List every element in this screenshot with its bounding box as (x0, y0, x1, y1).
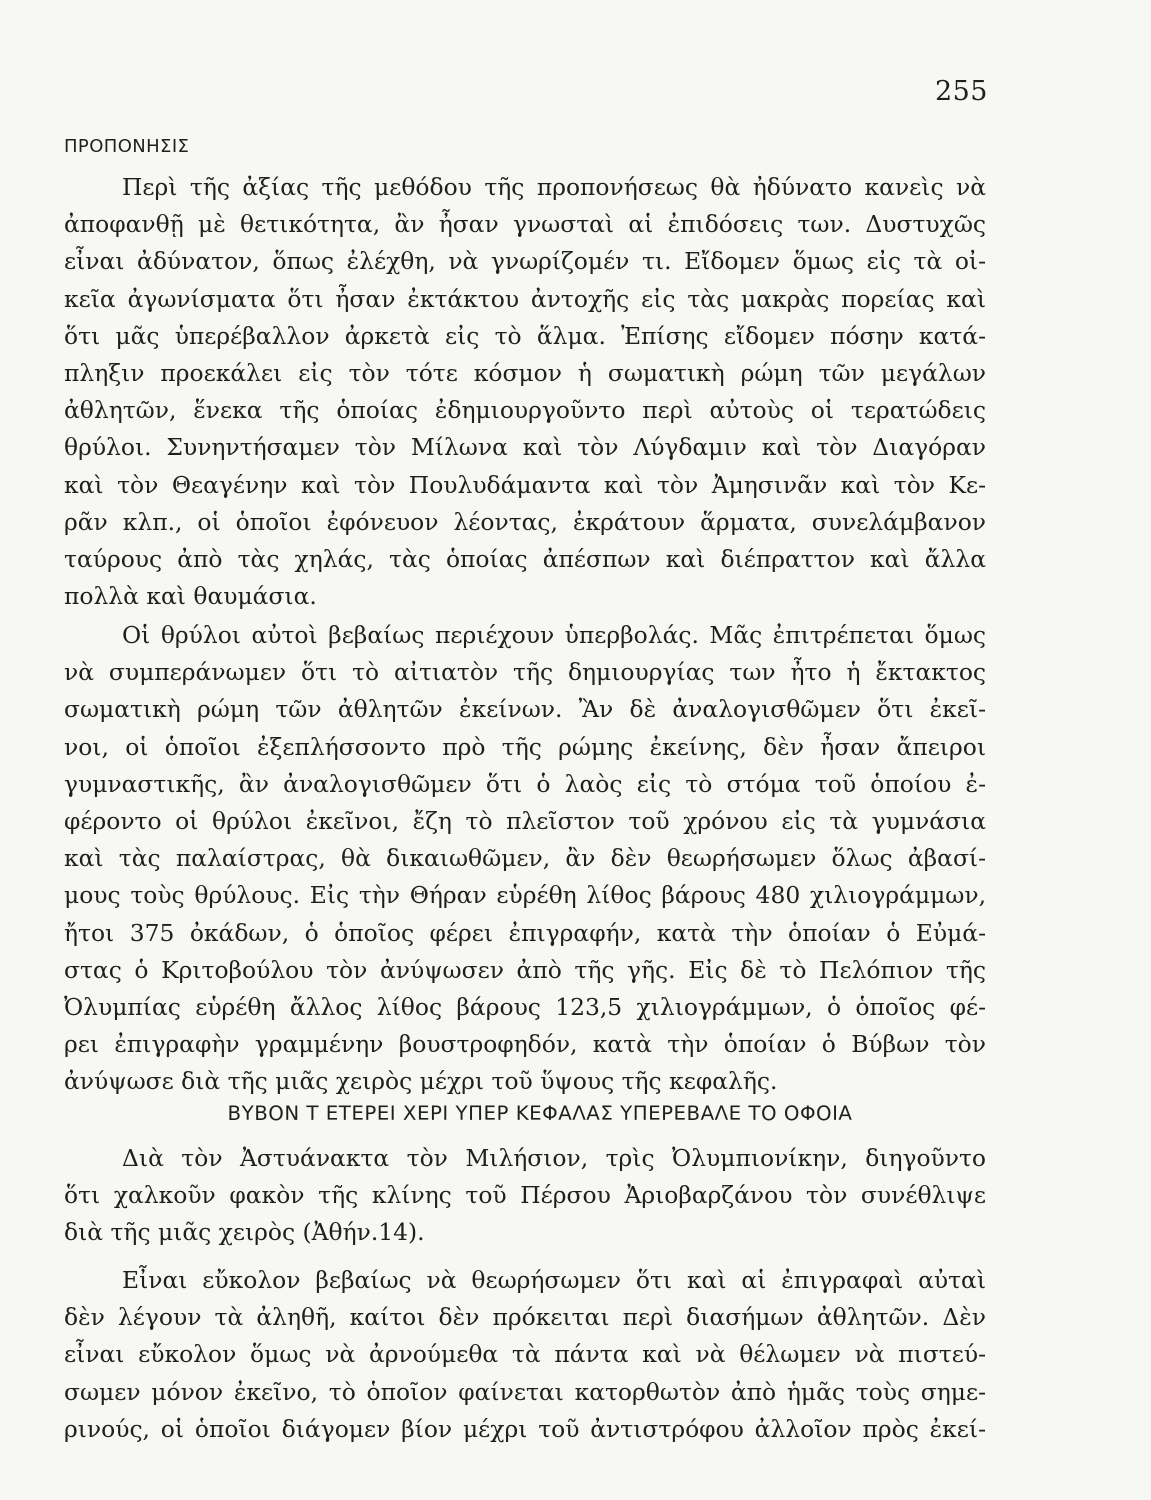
text-line: ἀποφανθῇ μὲ θετικότητα, ἂν ἦσαν γνωσταὶ αἱ ἐπιδόσεις των. Δυστυχῶς (64, 210, 986, 239)
text-line: σωμεν μόνον ἐκεῖνο, τὸ ὁποῖον φαίνεται κατορθωτὸν ἀπὸ ἡμᾶς τοὺς σημε- (64, 1377, 986, 1406)
text-line: κεῖα ἀγωνίσματα ὅτι ἦσαν ἐκτάκτου ἀντοχῆς εἰς τὰς μακρὰς πορείας καὶ (64, 284, 986, 313)
text-line: δὲν λέγουν τὰ ἀληθῆ, καίτοι δὲν πρόκειται περὶ διασήμων ἀθλητῶν. Δὲν (64, 1303, 986, 1332)
text-line: ταύρους ἀπὸ τὰς χηλάς, τὰς ὁποίας ἀπέσπων καὶ διέπραττον καὶ ἄλλα (64, 545, 986, 574)
page-number: 255 (934, 76, 988, 107)
text-line: φέροντο οἱ θρύλοι ἐκεῖνοι, ἔζη τὸ πλεῖστον τοῦ χρόνου εἰς τὰ γυμνάσια (64, 807, 986, 836)
text-line: εἶναι ἀδύνατον, ὅπως ἐλέχθη, νὰ γνωρίζομέν τι. Εἴδομεν ὅμως εἰς τὰ οἰ- (64, 247, 986, 276)
text-line: Οἱ θρύλοι αὐτοὶ βεβαίως περιέχουν ὑπερβολάς. Μᾶς ἐπιτρέπεται ὅμως (122, 621, 986, 649)
text-line: ἀνύψωσε διὰ τῆς μιᾶς χειρὸς μέχρι τοῦ ὕψους τῆς κεφαλῆς. (64, 1067, 778, 1096)
text-line: ἤτοι 375 ὀκάδων, ὁ ὁποῖος φέρει ἐπιγραφήν, κατὰ τὴν ὁποίαν ὁ Εὐμά- (64, 918, 986, 947)
text-line: ἀθλητῶν, ἕνεκα τῆς ὁποίας ἐδημιουργοῦντο περὶ αὐτοὺς οἱ τερατώδεις (64, 396, 986, 425)
text-line: διὰ τῆς μιᾶς χειρὸς (Ἀθήν.14). (64, 1218, 425, 1247)
text-line: ρᾶν κλπ., οἱ ὁποῖοι ἐφόνευον λέοντας, ἐκράτουν ἅρματα, συνελάμβανον (64, 507, 986, 536)
text-line: ρει ἐπιγραφὴν γραμμένην βουστροφηδόν, κατὰ τὴν ὁποίαν ὁ Βύβων τὸν (64, 1030, 986, 1059)
text-line: Ὀλυμπίας εὑρέθη ἄλλος λίθος βάρους 123,5 χιλιογράμμων, ὁ ὁποῖος φέ- (64, 993, 986, 1022)
text-line: Εἶναι εὔκολον βεβαίως νὰ θεωρήσωμεν ὅτι καὶ αἱ ἐπιγραφαὶ αὐταὶ (122, 1266, 986, 1294)
text-line: Περὶ τῆς ἀξίας τῆς μεθόδου τῆς προπονήσεως θὰ ἠδύνατο κανεὶς νὰ (122, 173, 986, 201)
paragraph-3 (64, 1140, 986, 1252)
text-line: εἶναι εὔκολον ὅμως νὰ ἀρνούμεθα τὰ πάντα καὶ νὰ θέλωμεν νὰ πιστεύ- (64, 1340, 986, 1369)
text-line: γυμναστικῆς, ἂν ἀναλογισθῶμεν ὅτι ὁ λαὸς εἰς τὸ στόμα τοῦ ὁποίου ἐ- (64, 769, 986, 798)
inscription-transcription: ΒΥΒΟΝ Τ ΕΤΕΡΕΙ ΧΕΡΙ ΥΠΕΡ ΚΕΦΑΛΑΣ ΥΠΕΡΕΒΑΛΕ ΤΟ ΟΦΟΙΑ (227, 1102, 853, 1125)
paragraph-4 (64, 1262, 986, 1448)
paragraph-2 (64, 617, 986, 1101)
text-line: ὅτι χαλκοῦν φακὸν τῆς κλίνης τοῦ Πέρσου Ἀριοβαρζάνου τὸν συνέθλιψε (64, 1181, 986, 1210)
text-line: μους τοὺς θρύλους. Εἰς τὴν Θήραν εὑρέθη λίθος βάρους 480 χιλιογράμμων, (64, 881, 986, 910)
text-line: πληξιν προεκάλει εἰς τὸν τότε κόσμον ἡ σωματικὴ ρώμη τῶν μεγάλων (64, 359, 986, 388)
text-line: σωματικὴ ρώμη τῶν ἀθλητῶν ἐκείνων. Ἂν δὲ ἀναλογισθῶμεν ὅτι ἐκεῖ- (64, 695, 986, 724)
running-head: ΠΡΟΠΟΝΗΣΙΣ (64, 136, 190, 157)
text-line: νὰ συμπεράνωμεν ὅτι τὸ αἰτιατὸν τῆς δημιουργίας των ἦτο ἡ ἔκτακτος (64, 658, 986, 687)
text-line: ὅτι μᾶς ὑπερέβαλλον ἀρκετὰ εἰς τὸ ἅλμα. Ἐπίσης εἴδομεν πόσην κατά- (64, 321, 986, 350)
text-line: Διὰ τὸν Ἀστυάνακτα τὸν Μιλήσιον, τρὶς Ὀλυμπιονίκην, διηγοῦντο (122, 1144, 986, 1172)
text-line: καὶ τὸν Θεαγένην καὶ τὸν Πουλυδάμαντα καὶ τὸν Ἀμησινᾶν καὶ τὸν Κε- (64, 470, 986, 499)
text-line: στας ὁ Κριτοβούλου τὸν ἀνύψωσεν ἀπὸ τῆς γῆς. Εἰς δὲ τὸ Πελόπιον τῆς (64, 955, 986, 984)
text-line: ρινούς, οἱ ὁποῖοι διάγομεν βίον μέχρι τοῦ ἀντιστρόφου ἀλλοῖον πρὸς ἐκεί- (64, 1414, 986, 1443)
text-line: νοι, οἱ ὁποῖοι ἐξεπλήσσοντο πρὸ τῆς ρώμης ἐκείνης, δὲν ἦσαν ἄπειροι (64, 732, 986, 761)
text-line: πολλὰ καὶ θαυμάσια. (64, 582, 317, 611)
text-line: καὶ τὰς παλαίστρας, θὰ δικαιωθῶμεν, ἂν δὲν θεωρήσωμεν ὅλως ἀβασί- (64, 844, 986, 873)
text-line: θρύλοι. Συνηντήσαμεν τὸν Μίλωνα καὶ τὸν Λύγδαμιν καὶ τὸν Διαγόραν (64, 433, 986, 462)
paragraph-1 (64, 169, 986, 615)
